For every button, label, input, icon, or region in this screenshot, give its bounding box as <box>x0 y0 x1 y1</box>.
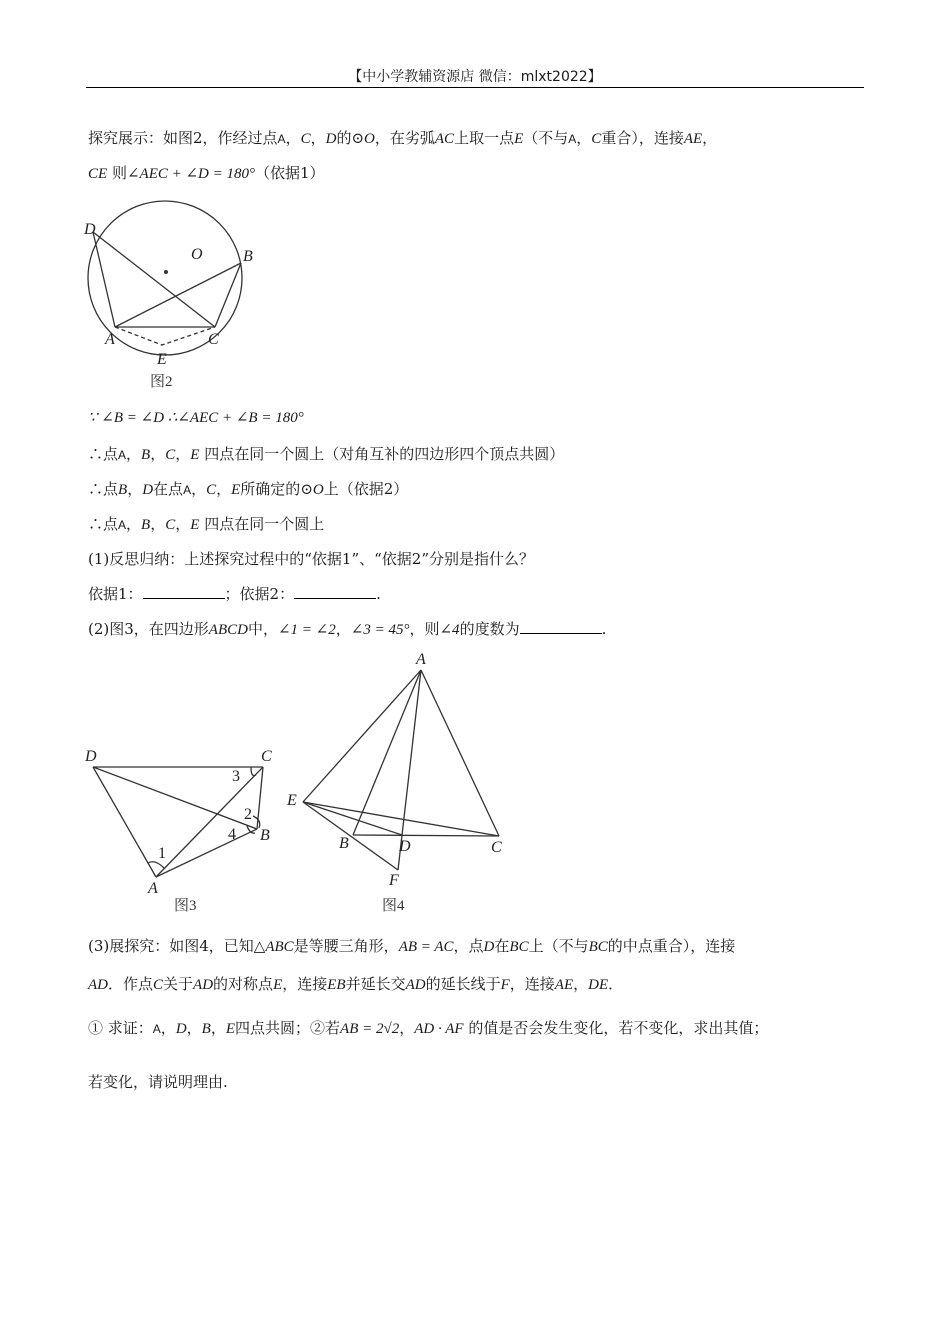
proof-line-3 <box>88 479 408 500</box>
segment-ad: AD <box>88 977 108 993</box>
sep: ， <box>160 1019 176 1037</box>
question-3-line-1 <box>88 936 735 957</box>
figure3-label-a: A <box>148 880 158 897</box>
q3-text: 的延长线于 <box>425 975 501 993</box>
intro-text: 上取一点 <box>454 129 515 147</box>
proof-angle-relation: ∵ ∠B = ∠D ∴∠AEC + ∠B = 180° <box>88 410 304 426</box>
figure4-segment-ae <box>303 670 421 802</box>
q3-text: ① 求证： <box>88 1019 153 1037</box>
sep: ， <box>335 620 351 638</box>
proof-text: 所确定的 <box>240 480 301 498</box>
figure3-label-2: 2 <box>244 806 252 823</box>
figure-2 <box>80 188 270 393</box>
figure2-label-d: D <box>84 221 96 238</box>
point-e: E <box>190 517 200 533</box>
q3-text: 的中点重合），连接 <box>607 937 736 955</box>
sep: ， <box>150 445 166 463</box>
q3-text: ．作点 <box>108 975 154 993</box>
question-1-answer <box>88 584 381 604</box>
figure3-segment-ba <box>156 829 257 877</box>
sep: ， <box>186 1019 202 1037</box>
segment-bc: BC <box>588 939 608 955</box>
point-b: B <box>118 482 128 498</box>
figure3-caption: 图3 <box>174 898 197 914</box>
header-rule <box>86 87 864 88</box>
angle-1-eq-2: ∠1 = ∠2 <box>277 622 336 638</box>
angle-3: ∠3 = 45° <box>350 622 410 638</box>
proof-text: ∴点 <box>88 515 119 533</box>
figure2-center-dot <box>164 270 168 274</box>
q3-text: 的值是否会发生变化，若不变化，求出其值； <box>468 1019 769 1037</box>
point-e: E <box>225 1021 236 1037</box>
basis-1-note: （依据1） <box>255 164 325 182</box>
point-c: C <box>300 131 311 147</box>
q3-text: ，连接 <box>509 975 555 993</box>
proof-text: ∴点 <box>88 480 119 498</box>
intro-text: （不与 <box>523 129 569 147</box>
proof-line-2 <box>88 444 564 465</box>
proof-line-1 <box>88 407 304 428</box>
ad-times-af: AD · AF <box>414 1021 464 1037</box>
figure2-label-o: O <box>191 246 203 263</box>
figure2-segment-ab <box>115 263 241 327</box>
sep: ， <box>175 515 191 533</box>
segment-ad: AD <box>405 977 426 993</box>
question-3-line-2 <box>88 974 623 995</box>
point-c: C <box>165 517 176 533</box>
point-a: A <box>277 132 286 146</box>
q3-text: ． <box>608 975 624 993</box>
intro-text: 探究展示：如图2，作经过点 <box>88 129 278 147</box>
figure2-label-b: B <box>243 248 253 265</box>
ab-value: AB = 2√2 <box>340 1021 400 1037</box>
q2-text: ，则 <box>409 620 440 638</box>
q3-text: 在 <box>494 937 510 955</box>
sep: ， <box>175 445 191 463</box>
intro-text: 的 <box>336 129 352 147</box>
figure-4 <box>280 645 520 920</box>
figure2-label-a: A <box>105 331 115 348</box>
angle-4: ∠4 <box>439 622 460 638</box>
point-f: F <box>500 977 510 993</box>
sep: ， <box>285 129 301 147</box>
point-e: E <box>514 131 524 147</box>
question-2 <box>88 619 606 640</box>
q2-text: (2)图3，在四边形 <box>88 620 209 638</box>
figure4-segment-ac <box>421 670 499 836</box>
figure3-arc-2 <box>253 816 260 828</box>
figure3-label-c: C <box>261 748 272 765</box>
segment-de: DE <box>588 977 609 993</box>
figure4-label-e: E <box>287 792 297 809</box>
triangle-abc: △ABC <box>253 939 294 955</box>
figure4-segment-bc <box>353 835 499 836</box>
sep: ， <box>702 129 718 147</box>
ab-eq-ac: AB = AC <box>398 939 454 955</box>
angle-equation: ∠AEC + ∠D = 180° <box>126 166 256 182</box>
sep: ， <box>126 515 142 533</box>
point-c: C <box>591 131 602 147</box>
point-b: B <box>141 517 151 533</box>
sep: ， <box>216 480 232 498</box>
answer-blank-3[interactable] <box>520 619 602 634</box>
sep: ， <box>210 1019 226 1037</box>
proof-text: 在点 <box>153 480 184 498</box>
q2-text: 中， <box>247 620 278 638</box>
figure2-caption: 图2 <box>150 374 173 390</box>
q3-text: 上（不与 <box>528 937 589 955</box>
figure4-segment-ed <box>303 802 402 835</box>
point-c: C <box>153 977 164 993</box>
sep: ， <box>150 515 166 533</box>
figure3-label-4: 4 <box>228 826 236 843</box>
point-b: B <box>141 447 151 463</box>
q3-text: 的对称点 <box>213 975 274 993</box>
sep: ， <box>576 129 592 147</box>
figure-3 <box>80 740 280 915</box>
figure2-segment-bc <box>215 263 241 327</box>
proof-text: 四点在同一个圆上（对角互补的四边形四个顶点共圆） <box>204 445 565 463</box>
sep: ， <box>399 1019 415 1037</box>
q3-text: ，点 <box>453 937 484 955</box>
point-c: C <box>206 482 217 498</box>
point-a: A <box>118 448 127 462</box>
point-a: A <box>568 132 577 146</box>
answer-label: ；依据2： <box>224 585 295 603</box>
point-d: D <box>325 131 337 147</box>
point-e: E <box>273 977 283 993</box>
point-a: A <box>152 1022 161 1036</box>
q3-text: 是等腰三角形， <box>293 937 399 955</box>
q3-text: ，连接 <box>282 975 328 993</box>
intro-text: ，在劣弧 <box>374 129 435 147</box>
segment-ae: AE <box>554 977 574 993</box>
figure4-caption: 图4 <box>382 898 405 914</box>
intro-line-1 <box>88 128 717 149</box>
figure3-label-b: B <box>260 827 270 844</box>
answer-end: . <box>376 585 381 603</box>
answer-blank-2[interactable] <box>294 584 376 599</box>
sep: ， <box>126 445 142 463</box>
arc-ac: AC <box>434 131 455 147</box>
figure4-label-a: A <box>416 651 426 668</box>
q3-text: 并延长交 <box>345 975 406 993</box>
figure4-label-f: F <box>389 872 399 889</box>
sep: ， <box>310 129 326 147</box>
proof-line-4 <box>88 514 324 535</box>
segment-eb: EB <box>327 977 346 993</box>
point-c: C <box>165 447 176 463</box>
sep: ， <box>573 975 589 993</box>
q3-text: 四点共圆；②若 <box>235 1019 341 1037</box>
figure2-label-c: C <box>208 331 219 348</box>
figure4-label-d: D <box>399 838 411 855</box>
point-d: D <box>142 482 154 498</box>
question-3-line-3 <box>88 1018 768 1039</box>
point-e: E <box>231 482 241 498</box>
page-header: 【中小学教辅资源店 微信：mlxt2022】 <box>348 69 602 85</box>
intro-line-2 <box>88 163 325 184</box>
quad-abcd: ABCD <box>208 622 248 638</box>
q3-text: (3)展探究：如图4，已知 <box>88 937 254 955</box>
figure3-label-1: 1 <box>158 845 166 862</box>
circle-o: ⊙O <box>300 482 324 498</box>
q3-text: 关于 <box>163 975 194 993</box>
point-a: A <box>118 518 127 532</box>
point-d: D <box>483 939 495 955</box>
point-b: B <box>201 1021 211 1037</box>
figure2-label-e: E <box>157 351 167 368</box>
sep: ， <box>191 480 207 498</box>
question-3-line-4: 若变化，请说明理由. <box>88 1073 228 1091</box>
q2-text: 的度数为 <box>459 620 520 638</box>
intro-text: 重合），连接 <box>601 129 684 147</box>
segment-ad: AD <box>193 977 214 993</box>
figure4-label-c: C <box>491 839 502 856</box>
point-d: D <box>175 1021 187 1037</box>
figure4-label-b: B <box>339 835 349 852</box>
segment-ce: CE <box>88 166 108 182</box>
figure4-segment-ec <box>303 802 499 836</box>
circle-o: ⊙O <box>351 131 375 147</box>
proof-text: ∴点 <box>88 445 119 463</box>
figure4-segment-ef <box>303 802 398 870</box>
q2-end: . <box>601 620 607 638</box>
sep: ， <box>127 480 143 498</box>
point-a: A <box>183 483 192 497</box>
answer-label: 依据1： <box>88 585 143 603</box>
question-1: (1)反思归纳：上述探究过程中的“依据1”、“依据2”分别是指什么？ <box>88 550 535 568</box>
figure3-label-3: 3 <box>232 768 240 785</box>
proof-text: 上（依据2） <box>323 480 409 498</box>
point-e: E <box>190 447 200 463</box>
answer-blank-1[interactable] <box>143 584 225 599</box>
segment-ae: AE <box>683 131 703 147</box>
segment-bc: BC <box>509 939 529 955</box>
figure3-label-d: D <box>85 748 97 765</box>
figure4-segment-ab <box>353 670 421 835</box>
figure2-dashed-aec <box>115 327 215 345</box>
intro-text: 则 <box>111 164 127 182</box>
proof-text: 四点在同一个圆上 <box>204 515 325 533</box>
figure3-segment-ad <box>93 767 156 877</box>
